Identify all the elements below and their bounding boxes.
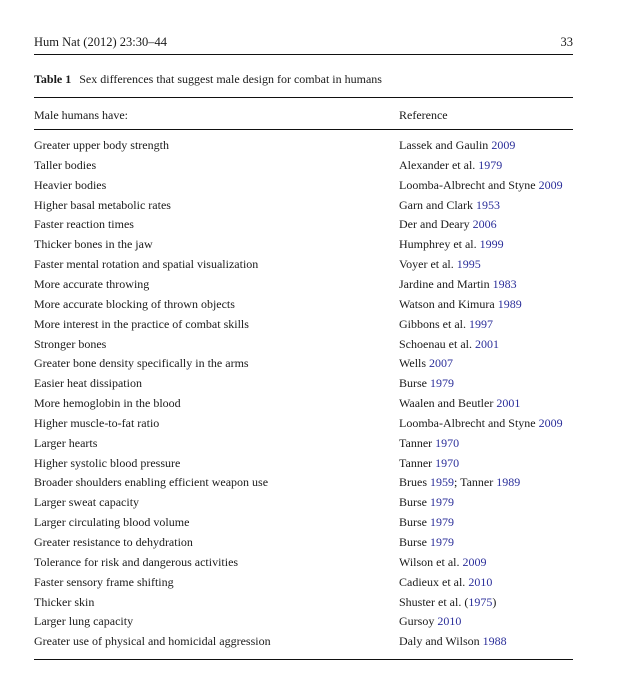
citation-authors: Brues xyxy=(399,475,430,490)
citation-year-link[interactable]: 1970 xyxy=(435,455,460,470)
trait-cell: Greater upper body strength xyxy=(34,138,169,152)
table-label: Table 1 xyxy=(34,72,72,86)
table-row xyxy=(0,416,640,436)
trait-cell: Larger sweat capacity xyxy=(34,495,140,510)
trait-cell: Higher muscle-to-fat ratio xyxy=(34,415,160,430)
citation-authors: Der and Deary xyxy=(399,217,473,232)
citation-authors: Jardine and Martin xyxy=(399,276,493,291)
trait-cell: Faster reaction times xyxy=(34,217,134,232)
column-header-reference: Reference xyxy=(399,108,448,122)
reference-cell xyxy=(399,237,504,252)
trait-cell: Greater use of physical and homicidal aggression xyxy=(34,634,271,649)
citation-year-link[interactable]: 2010 xyxy=(437,614,462,629)
citation-authors: Shuster et al. ( xyxy=(399,594,469,609)
citation-year-link[interactable]: 2006 xyxy=(472,217,497,232)
table-row xyxy=(0,595,640,615)
citation-year-link[interactable]: 1997 xyxy=(469,316,493,331)
reference-cell xyxy=(399,456,459,471)
trait-cell: Larger circulating blood volume xyxy=(34,515,190,530)
reference-cell xyxy=(399,178,563,193)
table-row xyxy=(0,436,640,456)
citation-authors: Gibbons et al. xyxy=(399,316,469,331)
citation-authors: Burse xyxy=(399,376,430,391)
citation-authors: Gursoy xyxy=(399,614,438,629)
reference-cell xyxy=(399,217,497,232)
trait-cell: Easier heat dissipation xyxy=(34,376,142,391)
reference-cell xyxy=(399,416,563,431)
citation-authors: Burse xyxy=(399,495,430,510)
table-row xyxy=(0,634,640,654)
citation-year-link[interactable]: 1999 xyxy=(479,237,504,252)
table-row xyxy=(0,396,640,416)
trait-cell: Taller bodies xyxy=(34,157,97,172)
citation-year-link[interactable]: 2001 xyxy=(474,336,499,351)
citation-authors: Wells xyxy=(399,356,430,371)
citation-year-link[interactable]: 1988 xyxy=(482,634,507,649)
reference-cell xyxy=(399,317,493,332)
table-row xyxy=(0,535,640,555)
citation-year-link[interactable]: 2010 xyxy=(468,574,493,589)
table-row xyxy=(0,495,640,515)
citation-year-link[interactable]: 2009 xyxy=(462,554,487,569)
table-row xyxy=(0,217,640,237)
citation-year-link[interactable]: 2009 xyxy=(491,138,516,152)
reference-cell xyxy=(399,356,453,371)
citation-year-link[interactable]: 1979 xyxy=(430,495,454,510)
reference-cell xyxy=(399,515,454,530)
citation-year-link[interactable]: 2009 xyxy=(538,415,563,430)
journal-citation: Hum Nat (2012) 23:30–44 xyxy=(34,35,167,49)
trait-cell: Greater resistance to dehydration xyxy=(34,535,193,549)
table-row xyxy=(0,317,640,337)
trait-cell: More accurate blocking of thrown objects xyxy=(34,296,235,311)
citation-year-link[interactable]: 1989 xyxy=(497,296,522,311)
citation-authors: Wilson et al. xyxy=(399,554,463,569)
citation-authors: Garn and Clark xyxy=(399,197,476,212)
table-row xyxy=(0,456,640,476)
citation-authors: Loomba-Albrecht and Styne xyxy=(399,177,539,192)
trait-cell: Tolerance for risk and dangerous activities xyxy=(34,554,239,569)
citation-authors: ) xyxy=(492,594,497,609)
reference-cell xyxy=(399,158,502,173)
table-bottom-rule xyxy=(34,659,573,660)
table-row xyxy=(0,555,640,575)
citation-authors: Tanner xyxy=(399,435,436,450)
citation-authors: Alexander et al. xyxy=(399,157,479,172)
table-row xyxy=(0,356,640,376)
table-row xyxy=(0,475,640,495)
citation-year-link[interactable]: 2007 xyxy=(429,356,454,371)
trait-cell: More hemoglobin in the blood xyxy=(34,396,181,411)
citation-authors: Cadieux et al. xyxy=(399,574,469,589)
trait-cell: Thicker skin xyxy=(34,594,95,609)
reference-cell xyxy=(399,634,507,649)
table-header-rule xyxy=(34,129,573,130)
trait-cell: More accurate throwing xyxy=(34,276,150,291)
table-caption xyxy=(34,72,382,87)
citation-authors: Humphrey et al. xyxy=(399,237,480,252)
reference-cell xyxy=(399,535,454,550)
reference-cell xyxy=(399,337,499,352)
table-row xyxy=(0,337,640,357)
trait-cell: Higher systolic blood pressure xyxy=(34,455,181,470)
citation-year-link[interactable]: 1970 xyxy=(435,435,460,450)
citation-authors: Tanner xyxy=(399,455,436,470)
trait-cell: More interest in the practice of combat skills xyxy=(34,316,249,331)
table-row xyxy=(0,515,640,535)
trait-cell: Thicker bones in the jaw xyxy=(34,237,153,252)
table-row xyxy=(0,297,640,317)
table-row xyxy=(0,277,640,297)
citation-year-link[interactable]: 1979 xyxy=(430,535,454,549)
table-row xyxy=(0,138,640,158)
trait-cell: Higher basal metabolic rates xyxy=(34,197,171,212)
citation-authors: Voyer et al. xyxy=(399,257,457,272)
table-row xyxy=(0,198,640,218)
citation-authors: Schoenau et al. xyxy=(399,336,475,351)
column-header-trait: Male humans have: xyxy=(34,108,128,122)
citation-year-link[interactable]: 1979 xyxy=(478,157,503,172)
reference-cell xyxy=(399,555,487,570)
table-row xyxy=(0,575,640,595)
reference-cell xyxy=(399,297,522,312)
citation-authors: Lassek and Gaulin xyxy=(399,138,492,152)
citation-authors: Loomba-Albrecht and Styne xyxy=(399,415,539,430)
citation-year-link[interactable]: 2009 xyxy=(538,177,563,192)
citation-authors: ; Tanner xyxy=(454,475,497,490)
table-top-rule xyxy=(34,97,573,98)
page-number: 33 xyxy=(560,35,573,49)
citation-year-link[interactable]: 1995 xyxy=(456,257,481,272)
trait-cell: Faster mental rotation and spatial visualization xyxy=(34,257,259,272)
citation-authors: Watson and Kimura xyxy=(399,296,498,311)
reference-cell xyxy=(399,396,520,411)
trait-cell: Faster sensory frame shifting xyxy=(34,574,174,589)
table-caption-text: Sex differences that suggest male design for combat in humans xyxy=(79,72,382,86)
reference-cell xyxy=(399,277,517,292)
reference-cell xyxy=(399,595,496,610)
reference-cell xyxy=(399,575,492,590)
reference-cell xyxy=(399,614,461,629)
citation-year-link[interactable]: 1979 xyxy=(430,515,454,530)
trait-cell: Stronger bones xyxy=(34,336,107,351)
reference-cell xyxy=(399,495,454,510)
trait-cell: Broader shoulders enabling efficient weapon use xyxy=(34,475,269,490)
trait-cell: Larger lung capacity xyxy=(34,614,134,629)
citation-year-link[interactable]: 1975 xyxy=(468,594,493,609)
table-row xyxy=(0,178,640,198)
citation-year-link[interactable]: 1979 xyxy=(430,376,454,391)
trait-cell: Larger hearts xyxy=(34,435,98,450)
trait-cell: Greater bone density specifically in the arms xyxy=(34,356,249,371)
citation-year-link[interactable]: 1983 xyxy=(492,276,517,291)
reference-cell xyxy=(399,198,500,213)
reference-cell xyxy=(399,257,481,272)
citation-year-link[interactable]: 1959 xyxy=(430,475,454,490)
citation-authors: Burse xyxy=(399,515,430,530)
reference-cell xyxy=(399,376,454,391)
table-row xyxy=(0,237,640,257)
citation-authors: Burse xyxy=(399,535,430,549)
running-header xyxy=(34,35,573,53)
reference-cell xyxy=(399,475,520,490)
trait-cell: Heavier bodies xyxy=(34,177,107,192)
citation-year-link[interactable]: 1953 xyxy=(475,197,500,212)
reference-cell xyxy=(399,436,459,451)
table-row xyxy=(0,257,640,277)
reference-cell xyxy=(399,138,515,153)
citation-authors: Daly and Wilson xyxy=(399,634,483,649)
table-row xyxy=(0,614,640,634)
table-row xyxy=(0,158,640,178)
header-rule xyxy=(34,54,573,55)
table-row xyxy=(0,376,640,396)
citation-year-link[interactable]: 2001 xyxy=(496,396,521,411)
citation-year-link[interactable]: 1989 xyxy=(496,475,521,490)
citation-authors: Waalen and Beutler xyxy=(399,396,497,411)
